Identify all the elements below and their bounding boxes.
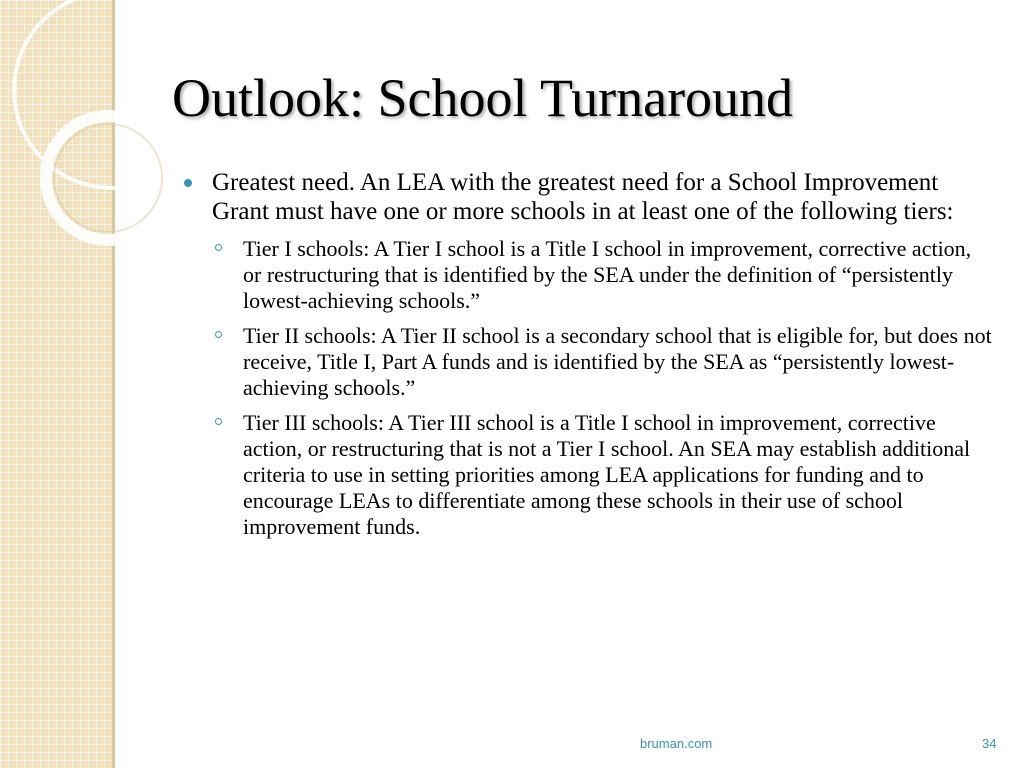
slide-title: Outlook: School Turnaround <box>172 68 794 128</box>
sub-bullet-text: Tier III schools: A Tier III school is a Title I school in improvement, corrective action, or restructuring that is not a Tier I school. An SEA may establish additional criteria to use in setting priorities among LEA applications for funding and to encourage LEAs to differentiate among these schools in their use of school improvement funds. <box>243 410 971 539</box>
decorative-circles <box>0 0 180 330</box>
footer-site: bruman.com <box>640 736 713 751</box>
sub-bullet-text: Tier I schools: A Tier I school is a Title I school in improvement, corrective action, or restructuring that is identified by the SEA under the definition of “persistently lowest-achieving schools.” <box>243 236 972 313</box>
tier-list <box>184 236 994 540</box>
hollow-circle-bullet-icon <box>215 418 222 425</box>
sub-bullet-tier-1 <box>184 236 994 314</box>
hollow-circle-bullet-icon <box>215 244 222 251</box>
sub-bullet-tier-3 <box>184 410 994 540</box>
sub-bullet-text: Tier II schools: A Tier II school is a secondary school that is eligible for, but does not receive, Title I, Part A funds and is identified by the SEA as “persistently lowest-achieving schools.” <box>243 323 992 400</box>
page-number: 34 <box>982 736 997 751</box>
sub-bullet-tier-2 <box>184 323 994 401</box>
slide-body <box>184 168 994 556</box>
decorative-circle-large <box>14 0 180 188</box>
hollow-circle-bullet-icon <box>215 331 222 338</box>
bullet-greatest-need <box>184 168 994 226</box>
bullet-text: Greatest need. An LEA with the greatest need for a School Improvement Grant must have one or more schools in at least one of the following tiers: <box>212 169 954 225</box>
bullet-dot-icon <box>184 179 192 187</box>
